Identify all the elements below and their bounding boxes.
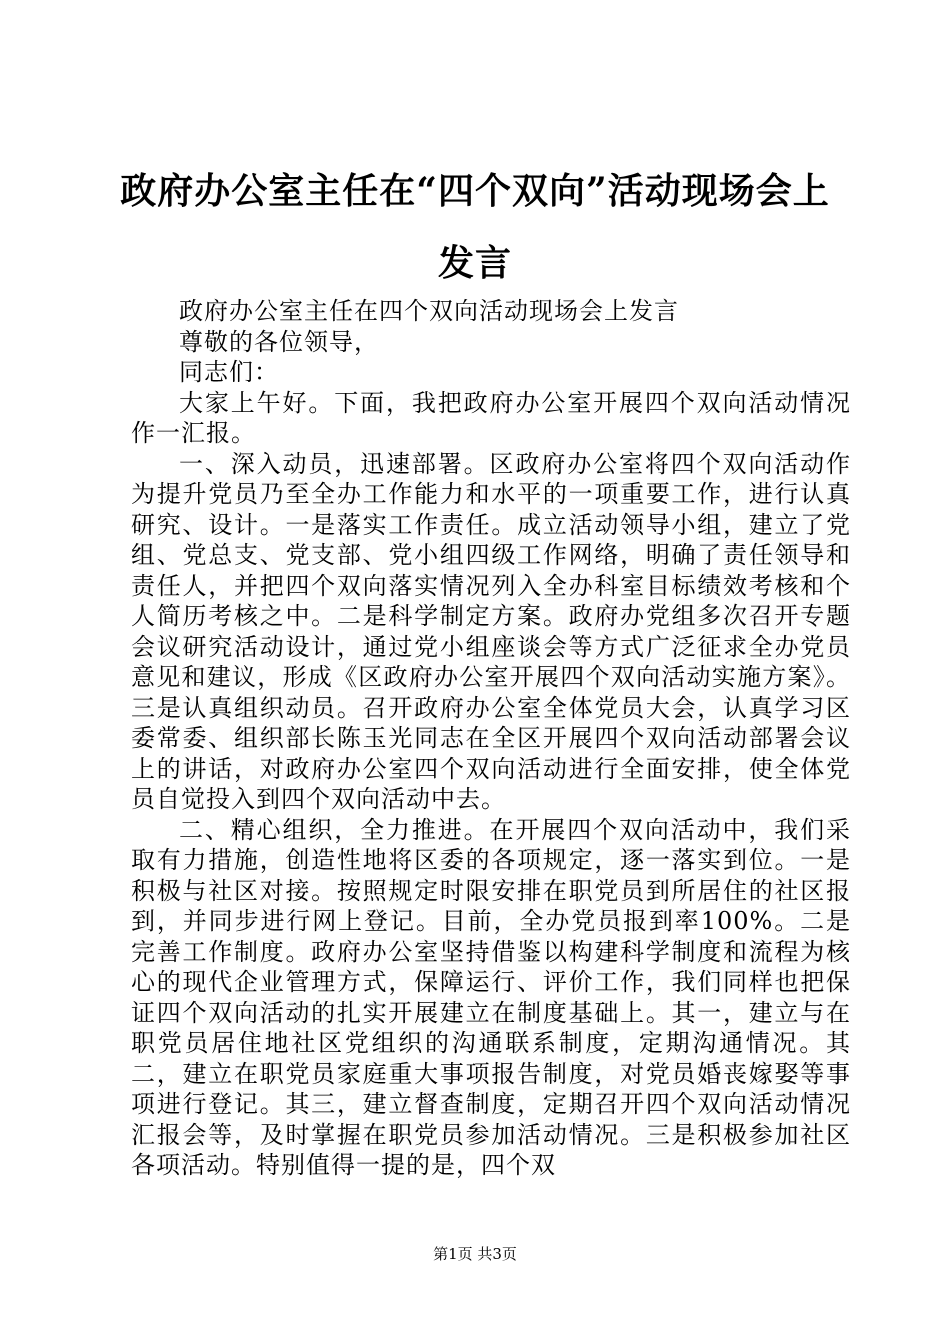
paragraph-intro: 大家上午好。下面，我把政府办公室开展四个双向活动情况作一汇报。 (131, 388, 851, 447)
document-title: 政府办公室主任在“四个双向”活动现场会上发言 (120, 170, 830, 284)
paragraph-subtitle: 政府办公室主任在四个双向活动现场会上发言 (179, 297, 679, 325)
paragraph-greeting: 同志们： (179, 358, 279, 386)
paragraph-salutation: 尊敬的各位领导， (179, 327, 379, 356)
document-body (131, 296, 851, 1181)
page-number-footer: 第1页 共3页 (433, 1245, 517, 1263)
paragraph-section-2: 二、精心组织，全力推进。在开展四个双向活动中，我们采取有力措施，创造性地将区委的各项规定，逐一落实到位。一是积极与社区对接。按照规定时限安排在职党员到所居住的社区报到，并同步进行网上登记。目前，全办党员报到率100%。二是完善工作制度。政府办公室坚持借鉴以构建科学制度和流程为核心的现代企业管理方式，保障运行、评价工作，我们同样也把保证四个双向活动的扎实开展建立在制度基础上。其一，建立与在职党员居住地社区党组织的沟通联系制度，定期沟通情况。其二，建立在职党员家庭重大事项报告制度，对党员婚丧嫁娶等事项进行登记。其三，建立督查制度，定期召开四个双向活动情况汇报会等，及时掌握在职党员参加活动情况。三是积极参加社区各项活动。特别值得一提的是，四个双 (131, 815, 851, 1179)
paragraph-section-1: 一、深入动员，迅速部署。区政府办公室将四个双向活动作为提升党员乃至全办工作能力和水平的一项重要工作，进行认真研究、设计。一是落实工作责任。成立活动领导小组，建立了党组、党总支、党支部、党小组四级工作网络，明确了责任领导和责任人，并把四个双向落实情况列入全办科室目标绩效考核和个人简历考核之中。二是科学制定方案。政府办党组多次召开专题会议研究活动设计，通过党小组座谈会等方式广泛征求全办党员意见和建议，形成《区政府办公室开展四个双向活动实施方案》。三是认真组织动员。召开政府办公室全体党员大会，认真学习区委常委、组织部长陈玉光同志在全区开展四个双向活动部署会议上的讲话，对政府办公室四个双向活动进行全面安排，使全体党员自觉投入到四个双向活动中去。 (131, 449, 851, 813)
